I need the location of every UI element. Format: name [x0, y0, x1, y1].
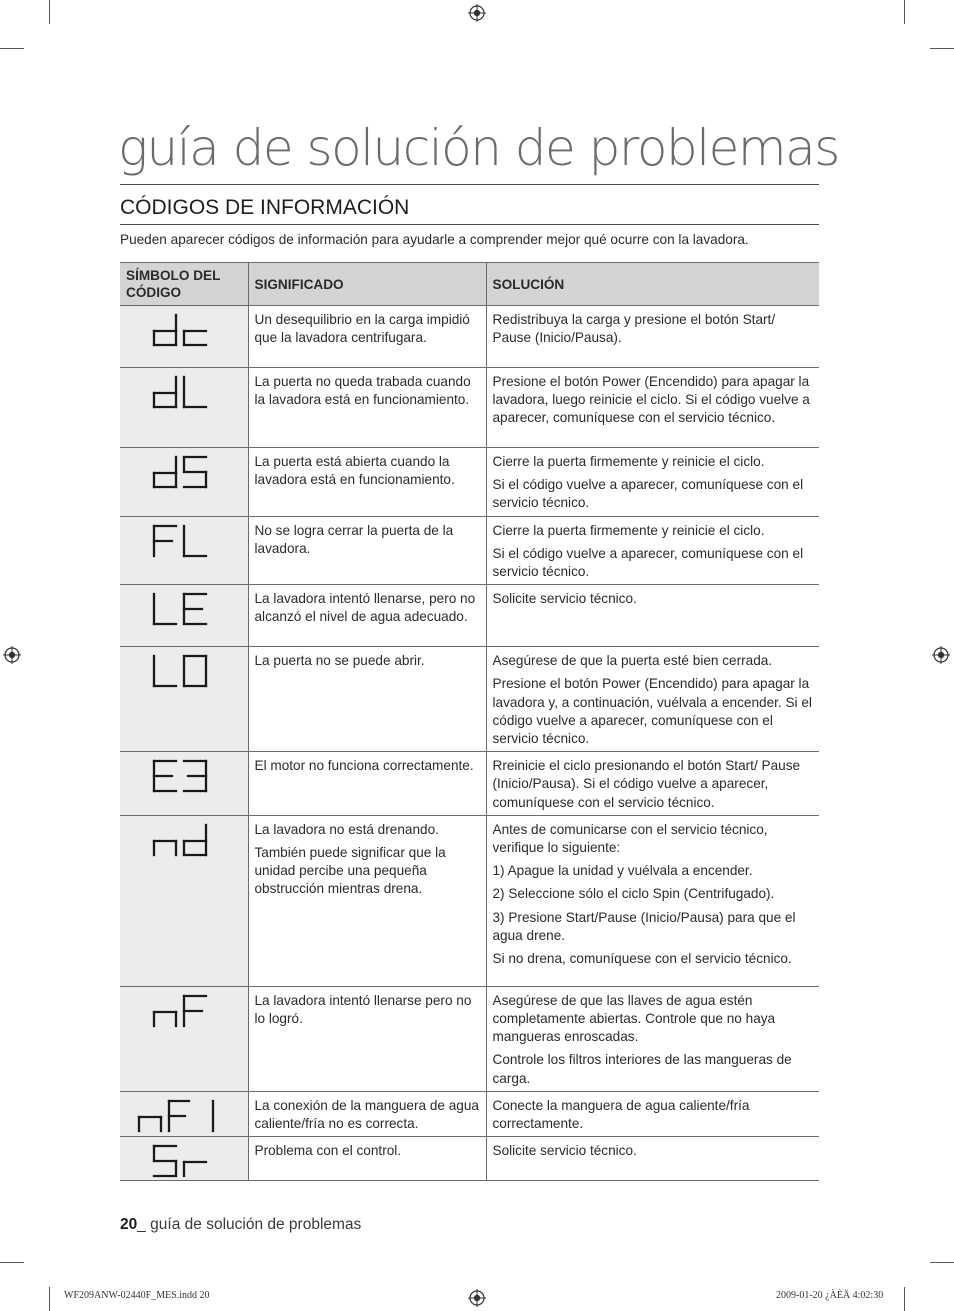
registration-mark-icon [932, 646, 950, 664]
page-footer [120, 1216, 361, 1234]
meaning-cell-paragraph: La lavadora intentó llenarse pero no lo logró. [254, 992, 472, 1027]
solution-cell [486, 516, 819, 585]
meaning-cell [248, 752, 486, 816]
solution-cell-paragraph: Asegúrese de que las llaves de agua estén completamente abiertas. Controle que no haya mangueras enroscadas. [492, 992, 776, 1045]
meaning-cell [248, 368, 486, 448]
header-meaning: SIGNIFICADO [248, 263, 486, 306]
slug-filename: WF209ANW-02440F_MES.indd 20 [64, 1290, 210, 1301]
solution-cell [486, 368, 819, 448]
footer-label: _ guía de solución de problemas [137, 1216, 362, 1233]
solution-cell-paragraph: Controle los filtros interiores de las mangueras de carga. [492, 1052, 792, 1086]
title-rule [120, 184, 819, 185]
meaning-cell-paragraph: La conexión de la manguera de agua caliente/fría no es correcta. [254, 1097, 479, 1132]
meaning-cell [248, 647, 486, 752]
section-title: CÓDIGOS DE INFORMACIÓN [120, 196, 410, 219]
table-row [120, 1091, 819, 1136]
solution-cell [486, 647, 819, 752]
solution-cell-paragraph: Presione el botón Power (Encendido) para apagar la lavadora y, a continuación, vuélvala a encender. Si el código vuelve a aparecer, comuníquese con el servicio técnico. [492, 676, 812, 747]
solution-cell [486, 1137, 819, 1181]
meaning-cell-paragraph: El motor no funciona correctamente. [254, 758, 474, 774]
solution-cell [486, 986, 819, 1091]
solution-cell-paragraph: Cierre la puerta firmemente y reinicie el ciclo. [492, 454, 765, 469]
display-code-le-icon [152, 592, 216, 628]
meaning-cell-paragraph: Un desequilibrio en la carga impidió que la lavadora centrifugara. [254, 312, 470, 346]
meaning-cell [248, 585, 486, 647]
solution-cell-paragraph: 1) Apague la unidad y vuélvala a encender. [492, 863, 753, 879]
registration-mark-icon [468, 1289, 486, 1307]
meaning-cell [248, 815, 486, 986]
code-symbol-cell [120, 986, 248, 1091]
meaning-cell-paragraph: Problema con el control. [254, 1143, 402, 1159]
code-symbol-cell [120, 647, 248, 752]
solution-cell [486, 752, 819, 816]
meaning-cell-paragraph: La puerta no se puede abrir. [254, 653, 425, 669]
code-symbol-cell [120, 448, 248, 517]
solution-cell-paragraph: 3) Presione Start/Pause (Inicio/Pausa) para que el agua drene. [492, 909, 796, 943]
solution-cell-paragraph: Redistribuya la carga y presione el botón Start/ Pause (Inicio/Pausa). [492, 312, 776, 346]
meaning-cell-paragraph: También puede significar que la unidad percibe una pequeña obstrucción mientras drena. [254, 845, 446, 897]
header-symbol: SÍMBOLO DEL CÓDIGO [120, 263, 248, 306]
table-row [120, 448, 819, 517]
code-symbol-cell [120, 306, 248, 368]
solution-cell-paragraph: Rreinicie el ciclo presionando el botón Start/ Pause (Inicio/Pausa). Si el código vuelve a aparecer, comuníquese con el servicio técnico. [492, 758, 801, 810]
table-row [120, 516, 819, 585]
solution-cell-paragraph: Si el código vuelve a aparecer, comuníquese con el servicio técnico. [492, 477, 804, 511]
section-rule [120, 224, 819, 225]
header-solution: SOLUCIÓN [486, 263, 819, 306]
meaning-cell [248, 1137, 486, 1181]
table-row [120, 368, 819, 448]
meaning-cell-paragraph: La puerta está abierta cuando la lavadora está en funcionamiento. [254, 454, 455, 488]
meaning-cell [248, 516, 486, 585]
solution-cell-paragraph: Presione el botón Power (Encendido) para apagar la lavadora, luego reinicie el ciclo. Si el código vuelve a aparecer, comuníquese con el servicio técnico. [492, 374, 810, 426]
display-code-ds-icon [152, 455, 216, 491]
display-code-nfi-icon [137, 1099, 231, 1135]
display-code-fl-icon [152, 524, 216, 560]
table-header-row [120, 263, 819, 306]
table-row [120, 306, 819, 368]
table-row [120, 986, 819, 1091]
table-row [120, 752, 819, 816]
code-symbol-cell [120, 585, 248, 647]
meaning-cell [248, 306, 486, 368]
table-row [120, 815, 819, 986]
page-number: 20 [120, 1216, 138, 1233]
meaning-cell [248, 986, 486, 1091]
code-symbol-cell [120, 516, 248, 585]
intro-text: Pueden aparecer códigos de información para ayudarle a comprender mejor qué ocurre con la lavadora. [120, 232, 749, 247]
solution-cell-paragraph: Solicite servicio técnico. [492, 591, 637, 607]
meaning-cell-paragraph: La lavadora intentó llenarse, pero no alcanzó el nivel de agua adecuado. [254, 591, 476, 625]
table-row [120, 585, 819, 647]
code-symbol-cell [120, 752, 248, 816]
table-row [120, 647, 819, 752]
solution-cell-paragraph: Cierre la puerta firmemente y reinicie el ciclo. [492, 522, 765, 538]
display-code-e3-icon [152, 759, 216, 795]
registration-mark-icon [468, 4, 486, 22]
info-codes-table [120, 262, 819, 1181]
display-code-dc-icon [152, 313, 216, 349]
display-code-lo-icon [152, 654, 216, 690]
meaning-cell-paragraph: La lavadora no está drenando. [254, 821, 439, 837]
solution-cell-paragraph: Asegúrese de que la puerta esté bien cerrada. [492, 653, 773, 669]
solution-cell-paragraph: 2) Seleccione sólo el ciclo Spin (Centrifugado). [492, 886, 775, 902]
meaning-cell-paragraph: La puerta no queda trabada cuando la lavadora está en funcionamiento. [254, 374, 471, 408]
code-symbol-cell [120, 368, 248, 448]
solution-cell-paragraph: Antes de comunicarse con el servicio técnico, verifique lo siguiente: [492, 821, 768, 856]
display-code-sr-icon [152, 1144, 216, 1180]
code-symbol-cell [120, 1091, 248, 1136]
display-code-dl-icon [152, 375, 216, 411]
solution-cell-paragraph: Si el código vuelve a aparecer, comuníquese con el servicio técnico. [492, 545, 804, 580]
meaning-cell [248, 1091, 486, 1136]
solution-cell [486, 306, 819, 368]
solution-cell [486, 585, 819, 647]
meaning-cell-paragraph: No se logra cerrar la puerta de la lavadora. [254, 522, 454, 556]
code-symbol-cell [120, 815, 248, 986]
solution-cell-paragraph: Solicite servicio técnico. [492, 1143, 637, 1159]
solution-cell-paragraph: Si no drena, comuníquese con el servicio técnico. [492, 951, 792, 967]
registration-mark-icon [3, 646, 21, 664]
code-symbol-cell [120, 1137, 248, 1181]
slug-timestamp: 2009-01-20 ¿ÀÈÄ 4:02:30 [776, 1290, 884, 1301]
solution-cell [486, 1091, 819, 1136]
solution-cell [486, 815, 819, 986]
display-code-nd-icon [152, 823, 216, 859]
display-code-nf-icon [152, 994, 216, 1030]
meaning-cell [248, 448, 486, 517]
solution-cell [486, 448, 819, 517]
page-title: guía de solución de problemas [118, 119, 839, 177]
solution-cell-paragraph: Conecte la manguera de agua caliente/fría correctamente. [492, 1097, 750, 1132]
table-row [120, 1137, 819, 1181]
